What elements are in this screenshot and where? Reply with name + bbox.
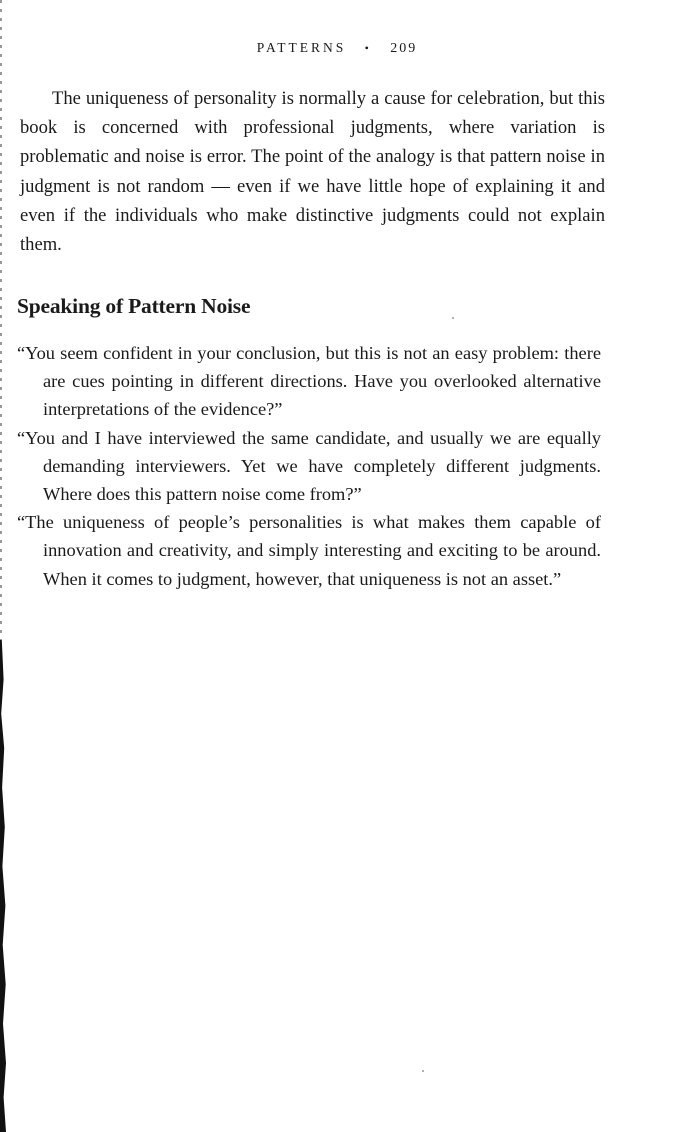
running-head-title: PATTERNS xyxy=(256,40,347,55)
page-spine-edge xyxy=(0,0,9,1132)
quote-item: “You and I have interviewed the same candidate, and usually we are equally demanding interviewers. Yet we have completely different judgments. Where does this pattern noise come from?” xyxy=(17,427,601,505)
running-head-separator: • xyxy=(364,41,372,55)
scan-speck xyxy=(422,1070,424,1072)
quote-list xyxy=(17,339,601,593)
scan-speck xyxy=(452,317,454,319)
section-heading: Speaking of Pattern Noise xyxy=(17,294,251,318)
quote-item: “You seem confident in your conclusion, but this is not an easy problem: there are cues pointing in different directions. Have you overlooked alternative interpretations of the evidence?” xyxy=(17,343,601,420)
page-number: 209 xyxy=(390,41,418,56)
quote-item: “The uniqueness of people’s personalities is what makes them capable of innovation and creativity, and simply interesting and exciting to be around. When it comes to judgment, however, that uniqueness is not an asset.” xyxy=(17,512,601,589)
body-paragraph: The uniqueness of personality is normally a cause for celebration, but this book is concerned with professional judgments, where variation is problematic and noise is error. The point of the analogy is that pattern noise in judgment is not random — even if we have little hope of explaining it and even if the individuals who make distinctive judgments could not explain them. xyxy=(20,88,605,256)
running-head xyxy=(0,40,674,57)
